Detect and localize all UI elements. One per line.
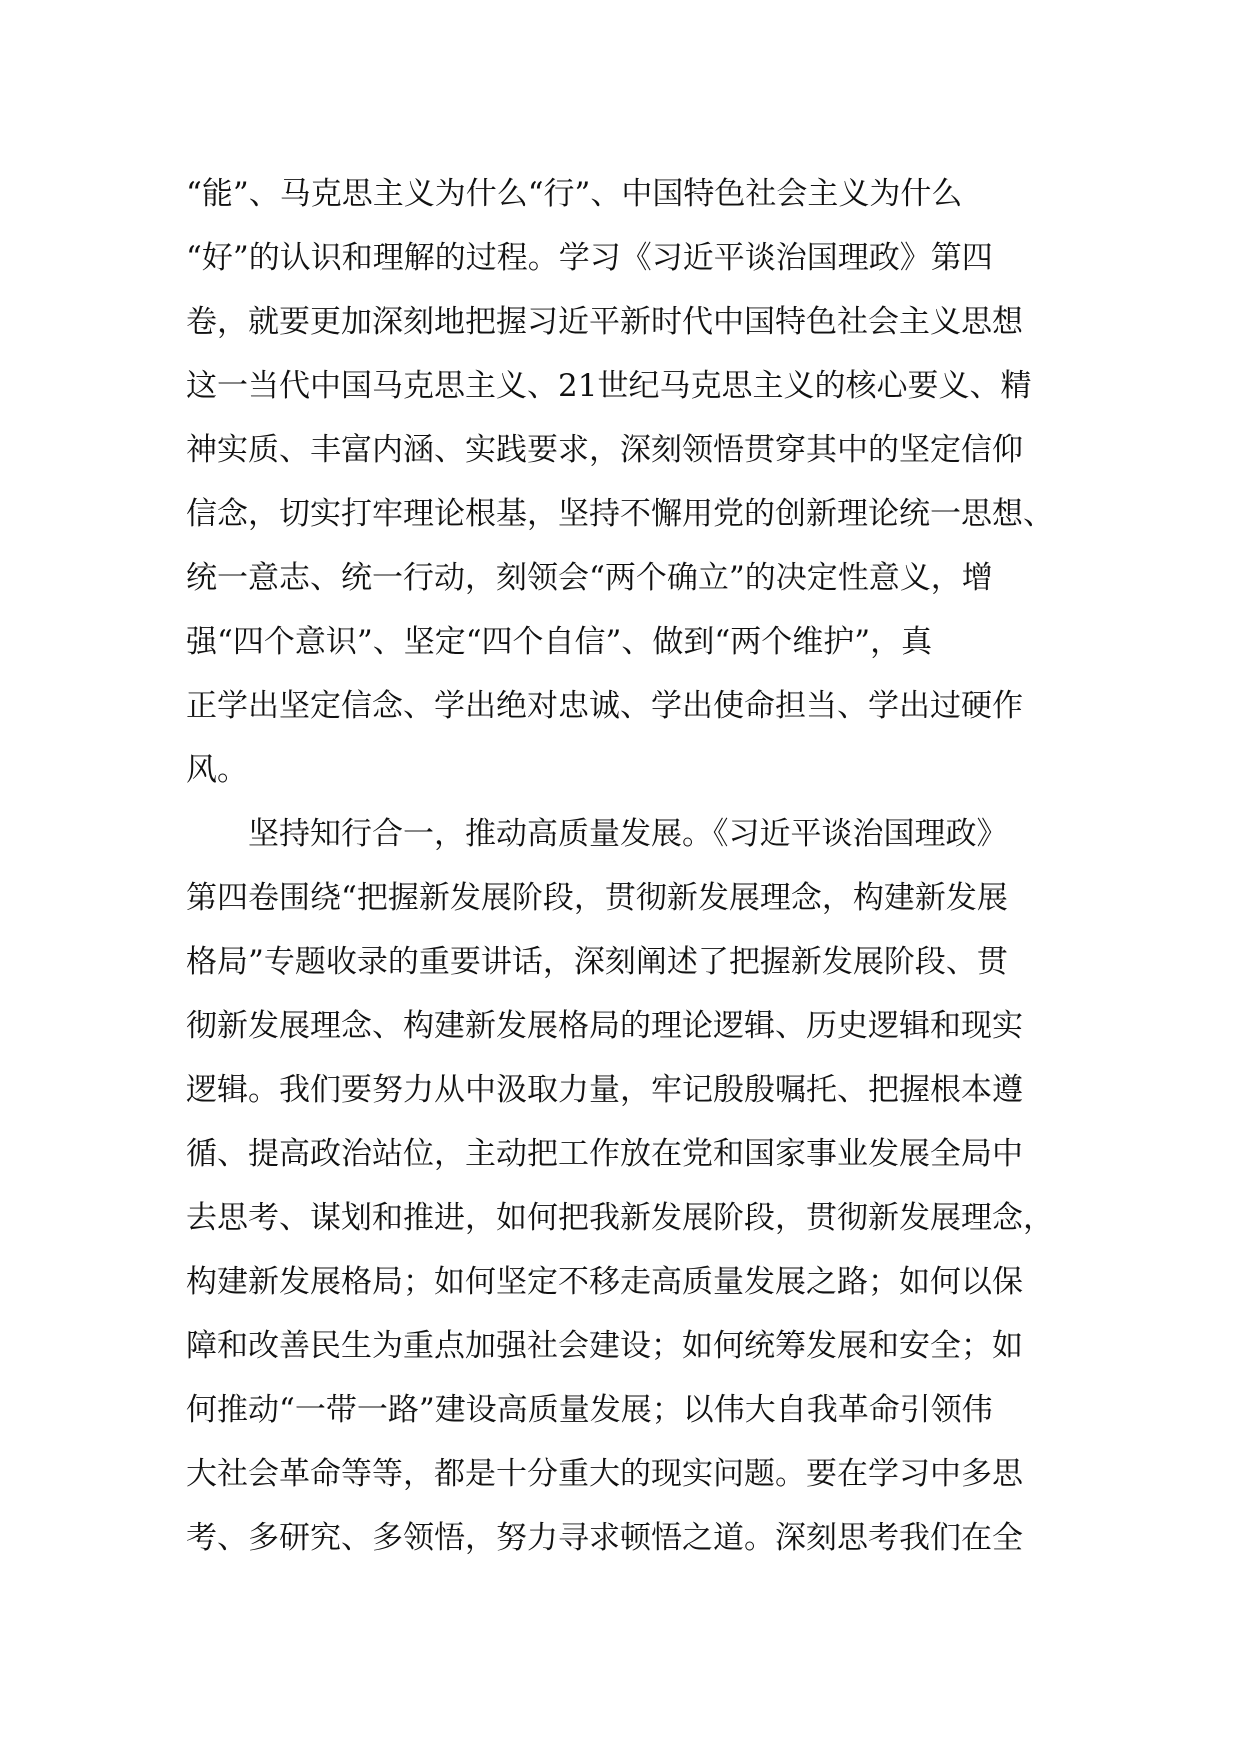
text-line: 考、多研究、多领悟，努力寻求顿悟之道。深刻思考我们在全 — [186, 1520, 1023, 1556]
text-line: 格局”专题收录的重要讲话，深刻阐述了把握新发展阶段、贯 — [186, 944, 1008, 980]
document-body — [186, 162, 1086, 1570]
text-line: 正学出坚定信念、学出绝对忠诚、学出使命担当、学出过硬作 — [186, 688, 1023, 724]
text-line: 强“四个意识”、坚定“四个自信”、做到“两个维护”，真 — [186, 624, 933, 660]
text-line: 风。 — [186, 752, 248, 788]
paragraph-1 — [186, 162, 1086, 802]
text-line: 这一当代中国马克思主义、21世纪马克思主义的核心要义、精 — [186, 368, 1032, 404]
text-line-indented: 坚持知行合一，推动高质量发展。《习近平谈治国理政》 — [248, 816, 1008, 852]
text-line: “能”、马克思主义为什么“行”、中国特色社会主义为什么 — [186, 176, 963, 212]
text-line: 第四卷围绕“把握新发展阶段，贯彻新发展理念，构建新发展 — [186, 880, 1008, 916]
text-line: 去思考、谋划和推进，如何把我新发展阶段，贯彻新发展理念， — [186, 1200, 1054, 1236]
text-line: 逻辑。我们要努力从中汲取力量，牢记殷殷嘱托、把握根本遵 — [186, 1072, 1023, 1108]
text-line: “好”的认识和理解的过程。学习《习近平谈治国理政》第四 — [186, 240, 993, 276]
text-line: 信念，切实打牢理论根基，坚持不懈用党的创新理论统一思想、 — [186, 496, 1054, 532]
text-line: 统一意志、统一行动，刻领会“两个确立”的决定性意义，增 — [186, 560, 993, 596]
text-line: 卷，就要更加深刻地把握习近平新时代中国特色社会主义思想 — [186, 304, 1023, 340]
paragraph-2 — [186, 802, 1086, 1570]
text-line: 循、提高政治站位，主动把工作放在党和国家事业发展全局中 — [186, 1136, 1023, 1172]
text-line: 彻新发展理念、构建新发展格局的理论逻辑、历史逻辑和现实 — [186, 1008, 1023, 1044]
text-line: 障和改善民生为重点加强社会建设；如何统筹发展和安全；如 — [186, 1328, 1023, 1364]
text-line: 构建新发展格局；如何坚定不移走高质量发展之路；如何以保 — [186, 1264, 1023, 1300]
text-line: 神实质、丰富内涵、实践要求，深刻领悟贯穿其中的坚定信仰 — [186, 432, 1023, 468]
text-line: 何推动“一带一路”建设高质量发展；以伟大自我革命引领伟 — [186, 1392, 993, 1428]
text-line: 大社会革命等等，都是十分重大的现实问题。要在学习中多思 — [186, 1456, 1023, 1492]
